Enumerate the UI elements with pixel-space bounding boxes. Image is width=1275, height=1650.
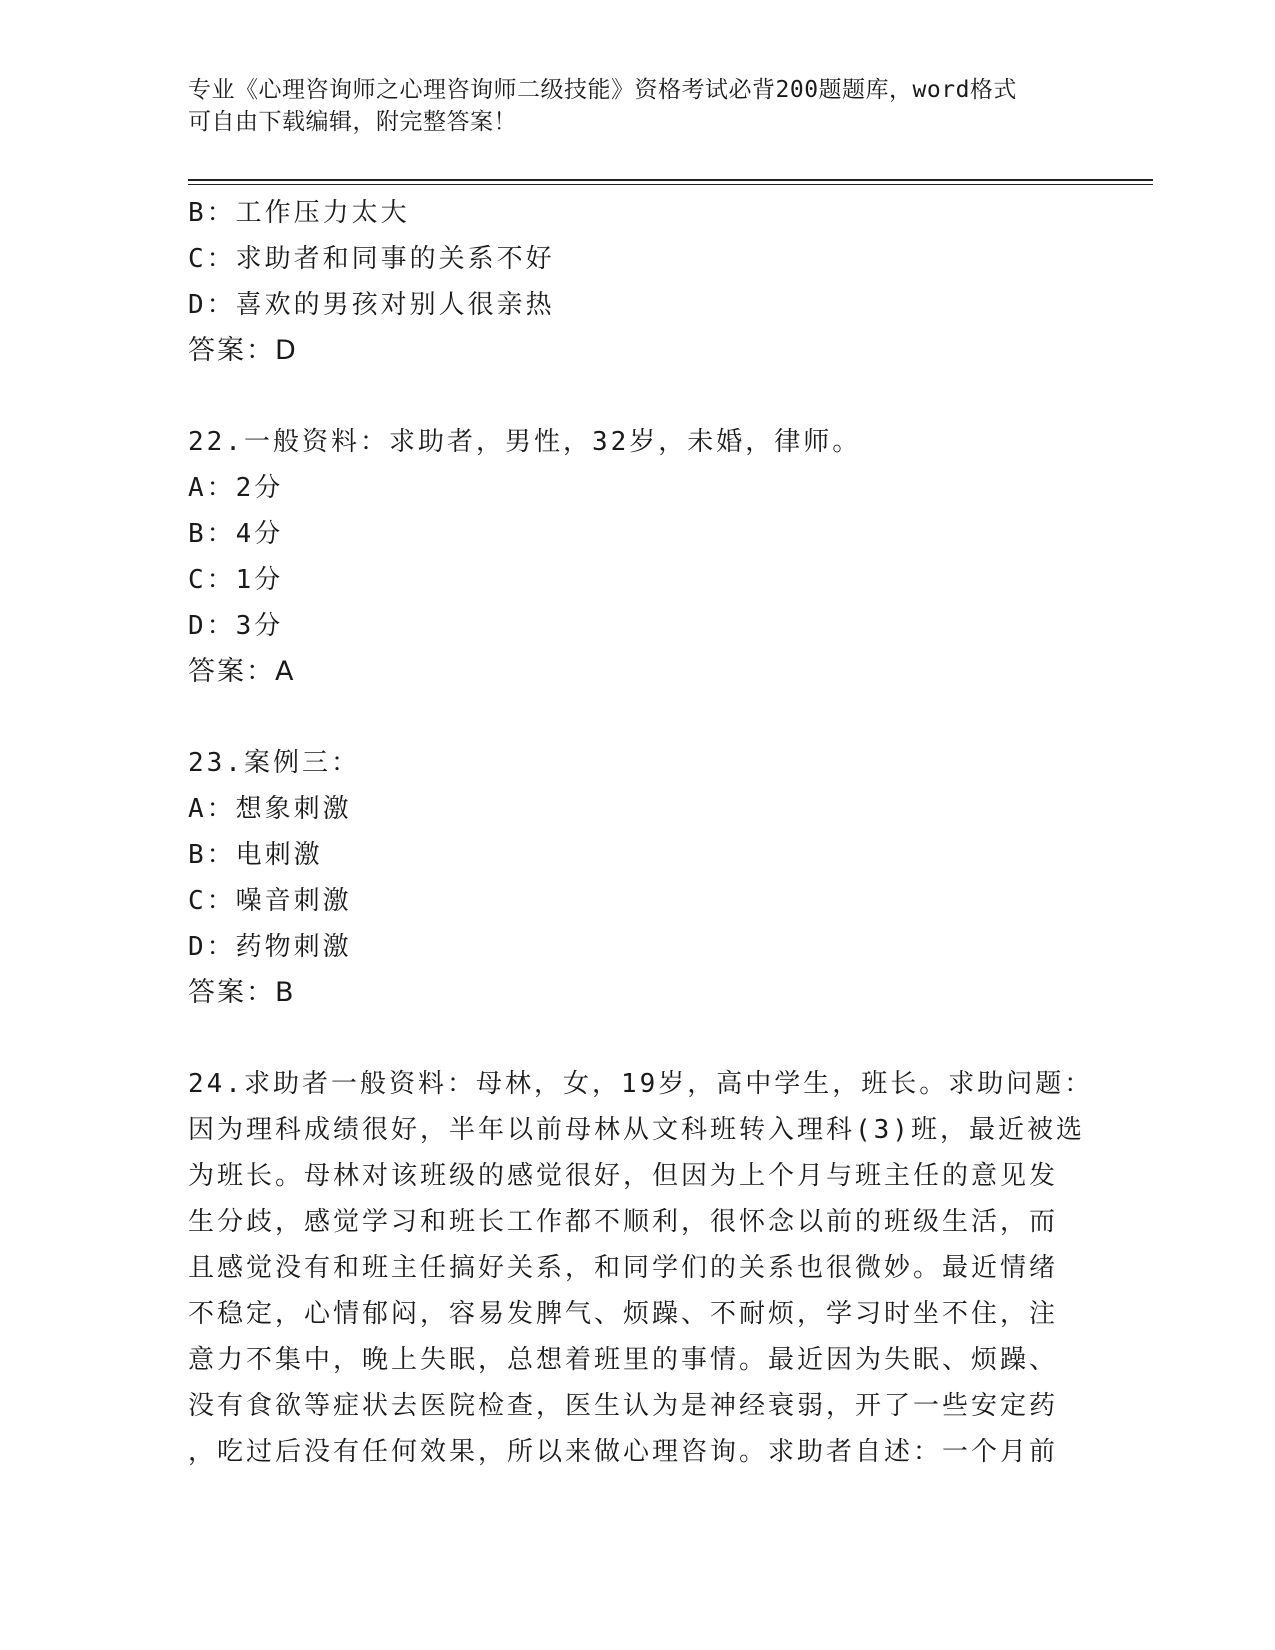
header-title-line-2: 可自由下载编辑，附完整答案！ xyxy=(188,109,517,135)
question-list xyxy=(188,190,1094,1475)
q24-line: 没有食欲等症状去医院检查，医生认为是神经衰弱，开了一些安定药 xyxy=(188,1391,1059,1421)
q22-option-b: B：4分 xyxy=(188,519,284,549)
q22-answer: 答案：A xyxy=(188,656,296,687)
q23-option-c: C：噪音刺激 xyxy=(188,886,352,916)
q24-stem xyxy=(188,1061,1094,1475)
q23-option-d: D：药物刺激 xyxy=(188,932,352,962)
spacer xyxy=(188,695,1088,740)
q23-option-b: B：电刺激 xyxy=(188,840,323,870)
q22-option-d: D：3分 xyxy=(188,611,284,641)
q21-option-b: B：工作压力太大 xyxy=(188,198,410,228)
q24-line: 为班长。母林对该班级的感觉很好，但因为上个月与班主任的意见发 xyxy=(188,1161,1059,1191)
q22-option-a: A：2分 xyxy=(188,473,284,503)
q21-option-d: D：喜欢的男孩对别人很亲热 xyxy=(188,290,555,320)
q24-line: 24.求助者一般资料：母林，女，19岁，高中学生，班长。求助问题： xyxy=(188,1069,1094,1099)
q23-stem: 23.案例三： xyxy=(188,748,360,778)
q24-line: 生分歧，感觉学习和班长工作都不顺利，很怀念以前的班级生活，而 xyxy=(188,1207,1059,1237)
q24-line: 意力不集中，晚上失眠，总想着班里的事情。最近因为失眠、烦躁、 xyxy=(188,1345,1059,1375)
q24-line: 且感觉没有和班主任搞好关系，和同学们的关系也很微妙。最近情绪 xyxy=(188,1253,1059,1283)
q22-option-c: C：1分 xyxy=(188,565,284,595)
q24-line: ，吃过后没有任何效果，所以来做心理咨询。求助者自述：一个月前 xyxy=(188,1437,1059,1467)
q23-answer: 答案：B xyxy=(188,977,296,1008)
header-divider-thick xyxy=(188,179,1153,181)
q22-stem: 22.一般资料：求助者，男性，32岁，未婚，律师。 xyxy=(188,427,862,457)
spacer xyxy=(188,374,1088,419)
spacer xyxy=(188,1016,1088,1061)
q23-option-a: A：想象刺激 xyxy=(188,794,352,824)
q21-answer: 答案：D xyxy=(188,335,298,366)
header-divider-thin xyxy=(188,184,1153,185)
header-title-line-1: 专业《心理咨询师之心理咨询师二级技能》资格考试必背200题题库，word格式 xyxy=(188,77,1017,103)
q24-line: 不稳定，心情郁闷，容易发脾气、烦躁、不耐烦，学习时坐不住，注 xyxy=(188,1299,1059,1329)
q24-line: 因为理科成绩很好，半年以前母林从文科班转入理科(3)班，最近被选 xyxy=(188,1115,1085,1145)
q21-option-c: C：求助者和同事的关系不好 xyxy=(188,244,555,274)
document-header xyxy=(188,74,1088,138)
